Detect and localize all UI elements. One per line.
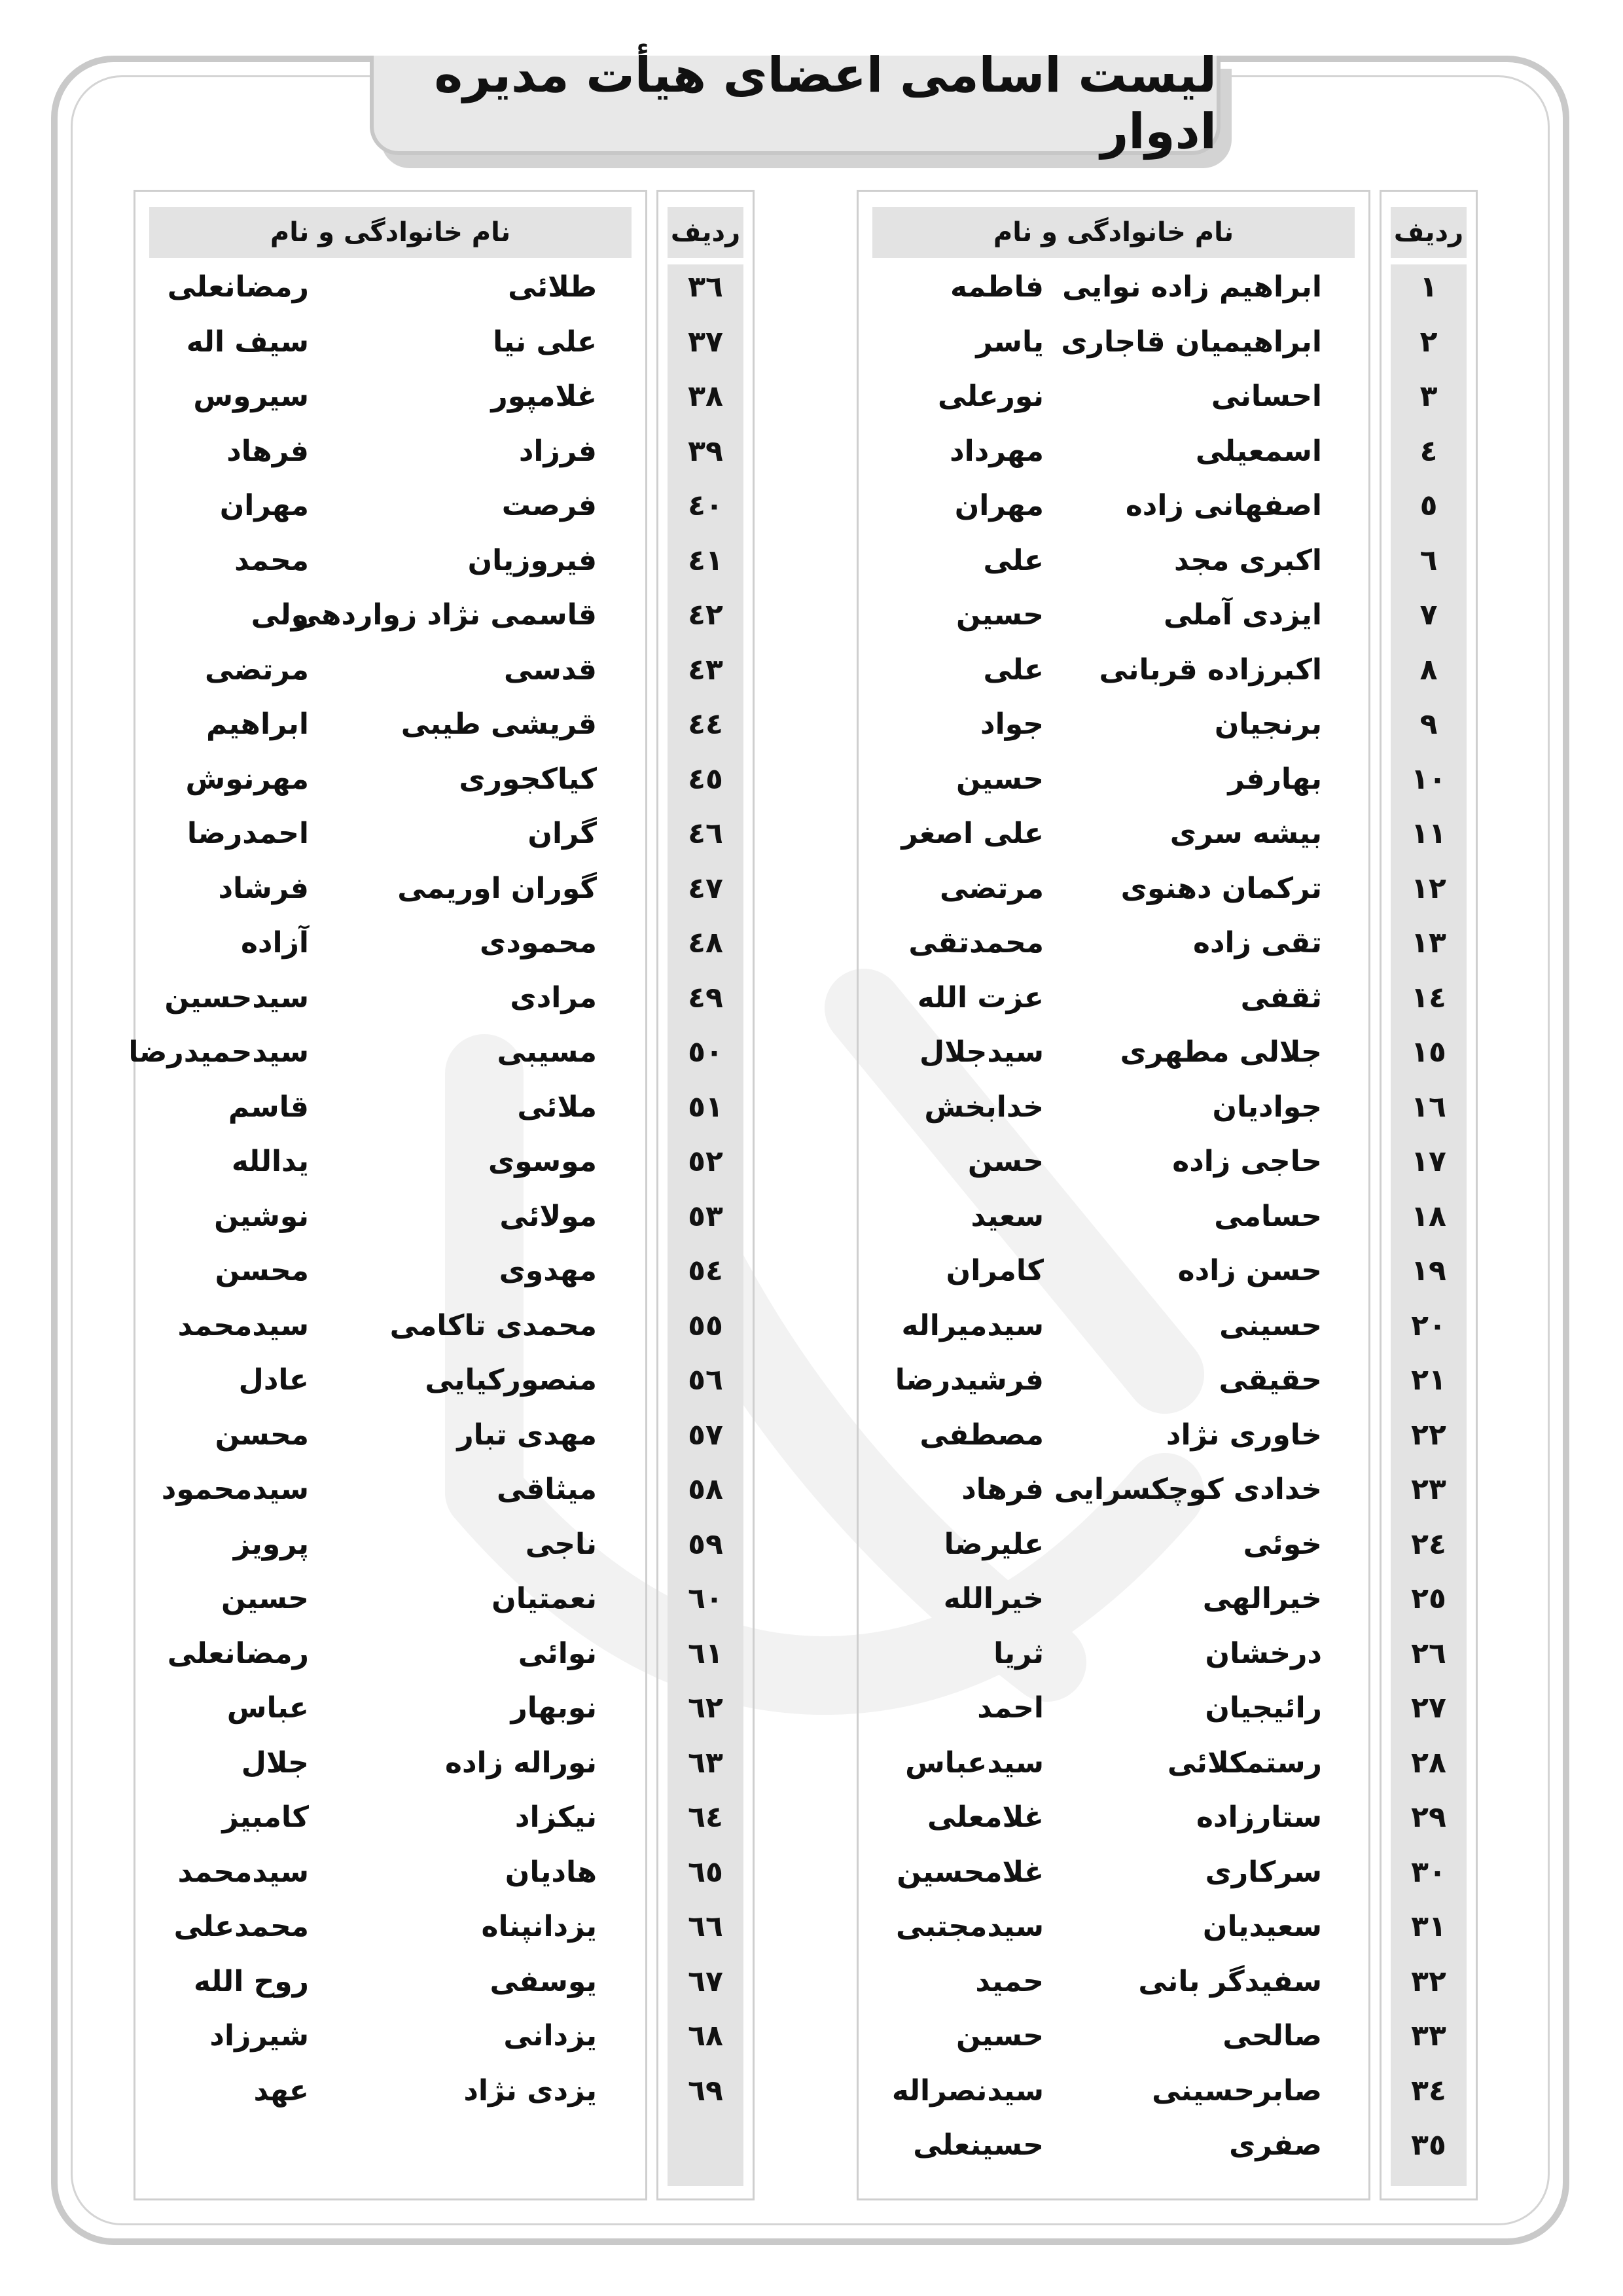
last-name: غلامپور	[491, 380, 597, 413]
last-name: ترکمان دهنوی	[1120, 871, 1322, 905]
last-name: سعیدیان	[1202, 1910, 1322, 1943]
member-row	[0, 1681, 1623, 1736]
row-number: ۳۹	[688, 434, 723, 468]
last-name: منصورکیایی	[425, 1363, 597, 1397]
member-row	[0, 1299, 1623, 1354]
row-number: ۱۱	[1411, 817, 1446, 850]
first-name: سیدعباس	[905, 1746, 1044, 1780]
member-row	[0, 752, 1623, 807]
row-number: ۳۲	[1411, 1964, 1446, 1998]
last-name: بیشه سری	[1169, 817, 1322, 850]
row-number: ٥٠	[688, 1035, 723, 1069]
row-number: ٥٨	[688, 1473, 723, 1506]
last-name: برنجیان	[1214, 708, 1322, 741]
member-row	[0, 861, 1623, 916]
last-name: احسانی	[1211, 380, 1322, 413]
last-name: گران	[527, 817, 597, 850]
last-name: ثقفی	[1240, 980, 1322, 1014]
first-name: مهرداد	[950, 434, 1044, 468]
last-name: یزدانپناه	[481, 1910, 597, 1943]
first-name: محمدتقی	[908, 926, 1044, 960]
first-name: علی	[983, 543, 1044, 577]
member-row	[0, 1845, 1623, 1900]
row-number: ۱۸	[1411, 1199, 1446, 1233]
first-name: شیرزاد	[209, 2019, 309, 2053]
row-number: ٦١	[688, 1636, 723, 1670]
row-number: ۲۷	[1411, 1691, 1446, 1725]
left-name-header: نام خانوادگی و نام	[149, 207, 632, 258]
first-name: محسن	[215, 1254, 309, 1287]
row-number: ٦٣	[688, 1746, 723, 1780]
last-name: یزدانی	[503, 2019, 597, 2053]
row-number: ۲	[1419, 325, 1438, 359]
first-name: حسینعلی	[913, 2128, 1044, 2162]
last-name: ستارزاده	[1196, 1801, 1322, 1834]
row-number: ۲۳	[1411, 1473, 1446, 1506]
member-row	[0, 1517, 1623, 1572]
member-row	[0, 1736, 1623, 1791]
last-name: خوئی	[1243, 1527, 1322, 1561]
first-name: غلامحسین	[897, 1855, 1044, 1889]
member-row	[0, 1244, 1623, 1299]
first-name: سعید	[971, 1199, 1044, 1233]
last-name: میثاقی	[496, 1473, 597, 1506]
left-row-header: ردیف	[668, 207, 743, 258]
first-name: فرشاد	[218, 871, 309, 905]
first-name: سیدحمیدرضا	[128, 1035, 309, 1069]
first-name: کامبیز	[222, 1801, 309, 1834]
row-number: ۱۷	[1411, 1145, 1446, 1178]
member-row	[0, 1899, 1623, 1954]
member-row	[0, 533, 1623, 588]
row-number: ٢٥	[1411, 1582, 1446, 1615]
last-name: قدسی	[503, 653, 597, 687]
first-name: رمضانعلی	[167, 1636, 309, 1670]
first-name: حسین	[955, 598, 1044, 632]
first-name: سیدمحمد	[177, 1308, 309, 1342]
first-name: سیدنصراله	[891, 2073, 1044, 2108]
member-row	[0, 1954, 1623, 2009]
row-number: ٦٥	[688, 1855, 723, 1889]
row-number: ۱۰	[1411, 762, 1446, 796]
last-name: مهدوی	[499, 1254, 597, 1287]
row-number: ٣٦	[688, 270, 723, 304]
row-number: ٥٣	[688, 1199, 723, 1233]
row-number: ٥٥	[688, 1308, 723, 1342]
first-name: احمد	[977, 1691, 1044, 1725]
last-name: ناجی	[525, 1527, 597, 1561]
member-row	[0, 1189, 1623, 1244]
last-name: حاجی زاده	[1172, 1145, 1322, 1178]
last-name: علی نیا	[493, 325, 597, 359]
first-name: حسین	[221, 1582, 309, 1615]
first-name: رمضانعلی	[167, 270, 309, 304]
row-number: ٥	[1419, 489, 1438, 522]
member-row	[0, 806, 1623, 861]
row-number: ٤٤	[688, 708, 723, 741]
first-name: حمید	[975, 1964, 1044, 1998]
right-row-header: ردیف	[1391, 207, 1467, 258]
member-row	[0, 588, 1623, 643]
row-number: ٤٨	[688, 926, 723, 960]
row-number: ١٥	[1411, 1035, 1446, 1069]
member-row	[0, 1353, 1623, 1408]
first-name: یدالله	[231, 1145, 309, 1178]
last-name: مولائی	[499, 1199, 597, 1233]
first-name: حسن	[967, 1145, 1044, 1178]
last-name: فیروزیان	[467, 543, 597, 577]
row-number: ۱۳	[1411, 926, 1446, 960]
row-number: ٥٤	[688, 1254, 723, 1287]
last-name: خیرالهی	[1202, 1582, 1322, 1615]
row-number: ۲۹	[1411, 1801, 1446, 1834]
last-name: تقی زاده	[1193, 926, 1322, 960]
row-number: ٦٠	[688, 1582, 723, 1615]
row-number: ۱۹	[1411, 1254, 1446, 1287]
first-name: عباس	[226, 1691, 309, 1725]
member-row	[0, 1080, 1623, 1135]
first-name: مرتضی	[939, 871, 1044, 905]
last-name: فرزاد	[518, 434, 597, 468]
first-name: ولی	[251, 598, 309, 632]
member-row	[0, 1408, 1623, 1463]
first-name: سیدمجتبی	[895, 1910, 1044, 1943]
first-name: غلامعلی	[927, 1801, 1044, 1834]
last-name: مسیبی	[497, 1035, 597, 1069]
row-number: ۷	[1419, 598, 1438, 632]
first-name: عهد	[253, 2073, 309, 2108]
first-name: علیرضا	[944, 1527, 1044, 1561]
first-name: مهران	[954, 489, 1044, 522]
last-name: مرادی	[510, 980, 597, 1014]
last-name: محمودی	[480, 926, 597, 960]
first-name: سیف اله	[186, 325, 309, 359]
row-number: ١٦	[1411, 1090, 1446, 1124]
member-row	[0, 424, 1623, 479]
last-name: خاوری نژاد	[1166, 1418, 1322, 1452]
row-number: ۳۰	[1411, 1855, 1446, 1889]
member-row	[0, 697, 1623, 752]
row-number: ٥١	[688, 1090, 723, 1124]
first-name: مرتضی	[204, 653, 309, 687]
first-name: سیروس	[193, 380, 309, 413]
row-number: ٤٥	[688, 762, 723, 796]
page-title: لیست اسامی اعضای هیأت مدیره ادوار	[434, 47, 1217, 160]
last-name: سرکاری	[1205, 1855, 1322, 1889]
row-number: ٥٩	[688, 1527, 723, 1561]
first-name: نورعلی	[938, 380, 1044, 413]
first-name: سیدمیراله	[901, 1308, 1044, 1342]
first-name: عزت الله	[917, 980, 1044, 1014]
first-name: فرشیدرضا	[895, 1363, 1044, 1397]
first-name: علی اصغر	[901, 817, 1044, 850]
row-number: ٦٨	[688, 2019, 723, 2053]
last-name: درخشان	[1205, 1636, 1322, 1670]
row-number: ۳۸	[688, 380, 723, 413]
first-name: محمد	[234, 543, 309, 577]
first-name: سیدمحمد	[177, 1855, 309, 1889]
row-number: ٦٤	[688, 1801, 723, 1834]
last-name: بهارفر	[1228, 762, 1322, 796]
last-name: قاسمی نژاد زواردهی	[292, 598, 597, 632]
row-number: ٦	[1419, 543, 1438, 577]
member-row	[0, 1134, 1623, 1189]
member-row	[0, 971, 1623, 1026]
last-name: نعمتیان	[491, 1582, 597, 1615]
last-name: حسینی	[1219, 1308, 1322, 1342]
last-name: صالحی	[1222, 2019, 1322, 2053]
first-name: آزاده	[240, 926, 309, 960]
row-number: ٦٦	[688, 1910, 723, 1943]
last-name: یوسفی	[490, 1964, 597, 1998]
row-number: ۸	[1419, 653, 1438, 687]
row-number: ٢٦	[1411, 1636, 1446, 1670]
last-name: طلائی	[508, 270, 597, 304]
first-name: حسین	[955, 762, 1044, 796]
last-name: هادیان	[505, 1855, 597, 1889]
first-name: حسین	[955, 2019, 1044, 2053]
last-name: نوبهار	[510, 1691, 597, 1725]
title-banner	[370, 47, 1221, 160]
first-name: فرهاد	[961, 1473, 1044, 1506]
row-number: ٢٤	[1411, 1527, 1446, 1561]
first-name: ثریا	[993, 1636, 1044, 1670]
row-number: ۳۱	[1411, 1910, 1446, 1943]
member-row	[0, 1462, 1623, 1517]
row-number: ٤٣	[688, 653, 723, 687]
row-number: ٦٢	[688, 1691, 723, 1725]
row-number: ٦٧	[688, 1964, 723, 1998]
row-number: ۲۸	[1411, 1746, 1446, 1780]
first-name: محسن	[215, 1418, 309, 1452]
first-name: پرویز	[233, 1527, 309, 1561]
last-name: جوادیان	[1212, 1090, 1322, 1124]
last-name: ابراهیمیان قاجاری	[1061, 325, 1322, 359]
first-name: فرهاد	[226, 434, 309, 468]
member-row	[0, 916, 1623, 971]
last-name: نوراله زاده	[444, 1746, 597, 1780]
last-name: گوران اوریمی	[397, 871, 597, 905]
member-row	[0, 2118, 1623, 2173]
last-name: سفیدگر بانی	[1138, 1964, 1322, 1998]
member-row	[0, 260, 1623, 315]
row-number: ٥٢	[688, 1145, 723, 1178]
first-name: خدابخش	[924, 1090, 1044, 1124]
first-name: عادل	[238, 1363, 309, 1397]
row-number: ۱	[1419, 270, 1438, 304]
row-number: ۳۷	[688, 325, 723, 359]
last-name: محمدی تاکامی	[389, 1308, 597, 1342]
row-number: ١٤	[1411, 980, 1446, 1014]
member-row	[0, 1025, 1623, 1080]
last-name: حسن زاده	[1177, 1254, 1322, 1287]
last-name: موسوی	[488, 1145, 597, 1178]
member-row	[0, 2064, 1623, 2119]
last-name: صفری	[1229, 2128, 1322, 2162]
member-row	[0, 1626, 1623, 1681]
first-name: علی	[983, 653, 1044, 687]
last-name: اصفهانی زاده	[1125, 489, 1322, 522]
row-number: ٤	[1419, 434, 1438, 468]
last-name: رستمکلائی	[1167, 1746, 1322, 1780]
last-name: اکبری مجد	[1173, 543, 1322, 577]
first-name: احمدرضا	[187, 817, 309, 850]
row-number: ٤٩	[688, 980, 723, 1014]
last-name: ملائی	[517, 1090, 597, 1124]
last-name: فرصت	[501, 489, 597, 522]
first-name: سیدمحمود	[161, 1473, 309, 1506]
last-name: حسامی	[1214, 1199, 1322, 1233]
row-number: ٣٥	[1411, 2128, 1446, 2162]
member-row	[0, 478, 1623, 533]
member-row	[0, 315, 1623, 370]
member-row	[0, 369, 1623, 424]
first-name: مهرنوش	[185, 762, 309, 796]
row-number: ۲۲	[1411, 1418, 1446, 1452]
row-number: ٤٦	[688, 817, 723, 850]
last-name: نیکزاد	[514, 1801, 597, 1834]
first-name: خیرالله	[943, 1582, 1044, 1615]
first-name: جلال	[241, 1746, 309, 1780]
row-number: ٤٠	[688, 489, 723, 522]
row-number: ۳۳	[1411, 2019, 1446, 2053]
row-number: ۹	[1419, 708, 1438, 741]
last-name: خدادی کوچکسرایی	[1054, 1473, 1322, 1506]
member-row	[0, 643, 1623, 698]
first-name: روح الله	[194, 1964, 309, 1998]
last-name: حقیقی	[1219, 1363, 1322, 1397]
last-name: صابرحسینی	[1152, 2073, 1322, 2108]
last-name: اسمعیلی	[1195, 434, 1322, 468]
row-number: ۳	[1419, 380, 1438, 413]
row-number: ٤١	[688, 543, 723, 577]
last-name: جلالی مطهری	[1120, 1035, 1322, 1069]
last-name: یزدی نژاد	[463, 2073, 597, 2108]
first-name: نوشین	[214, 1199, 309, 1233]
first-name: کامران	[946, 1254, 1044, 1287]
last-name: ابراهیم زاده نوایی	[1062, 270, 1322, 304]
row-number: ٤٢	[688, 598, 723, 632]
row-number: ۲۰	[1411, 1308, 1446, 1342]
first-name: مصطفی	[919, 1418, 1044, 1452]
row-number: ٤٧	[688, 871, 723, 905]
row-number: ٦٩	[688, 2073, 723, 2108]
first-name: مهران	[219, 489, 309, 522]
row-number: ۱۲	[1411, 871, 1446, 905]
first-name: سیدجلال	[919, 1035, 1044, 1069]
first-name: سیدحسین	[164, 980, 309, 1014]
row-number: ٣٤	[1411, 2073, 1446, 2108]
row-number: ٥٧	[688, 1418, 723, 1452]
right-name-header: نام خانوادگی و نام	[872, 207, 1355, 258]
first-name: قاسم	[228, 1090, 309, 1124]
first-name: یاسر	[976, 325, 1044, 359]
last-name: اکبرزاده قربانی	[1099, 653, 1322, 687]
first-name: محمدعلی	[173, 1910, 309, 1943]
last-name: نوائی	[518, 1636, 597, 1670]
last-name: رائیجیان	[1205, 1691, 1322, 1725]
member-row	[0, 1571, 1623, 1626]
first-name: فاطمه	[950, 270, 1044, 304]
member-row	[0, 2009, 1623, 2064]
row-number: ۲۱	[1411, 1363, 1446, 1397]
member-row	[0, 1790, 1623, 1845]
first-name: جواد	[980, 708, 1044, 741]
last-name: کیاکجوری	[459, 762, 597, 796]
last-name: ایزدی آملی	[1164, 598, 1322, 632]
last-name: مهدی تبار	[457, 1418, 597, 1452]
first-name: ابراهیم	[205, 708, 309, 741]
last-name: قریشی طیبی	[401, 708, 597, 741]
row-number: ٥٦	[688, 1363, 723, 1397]
